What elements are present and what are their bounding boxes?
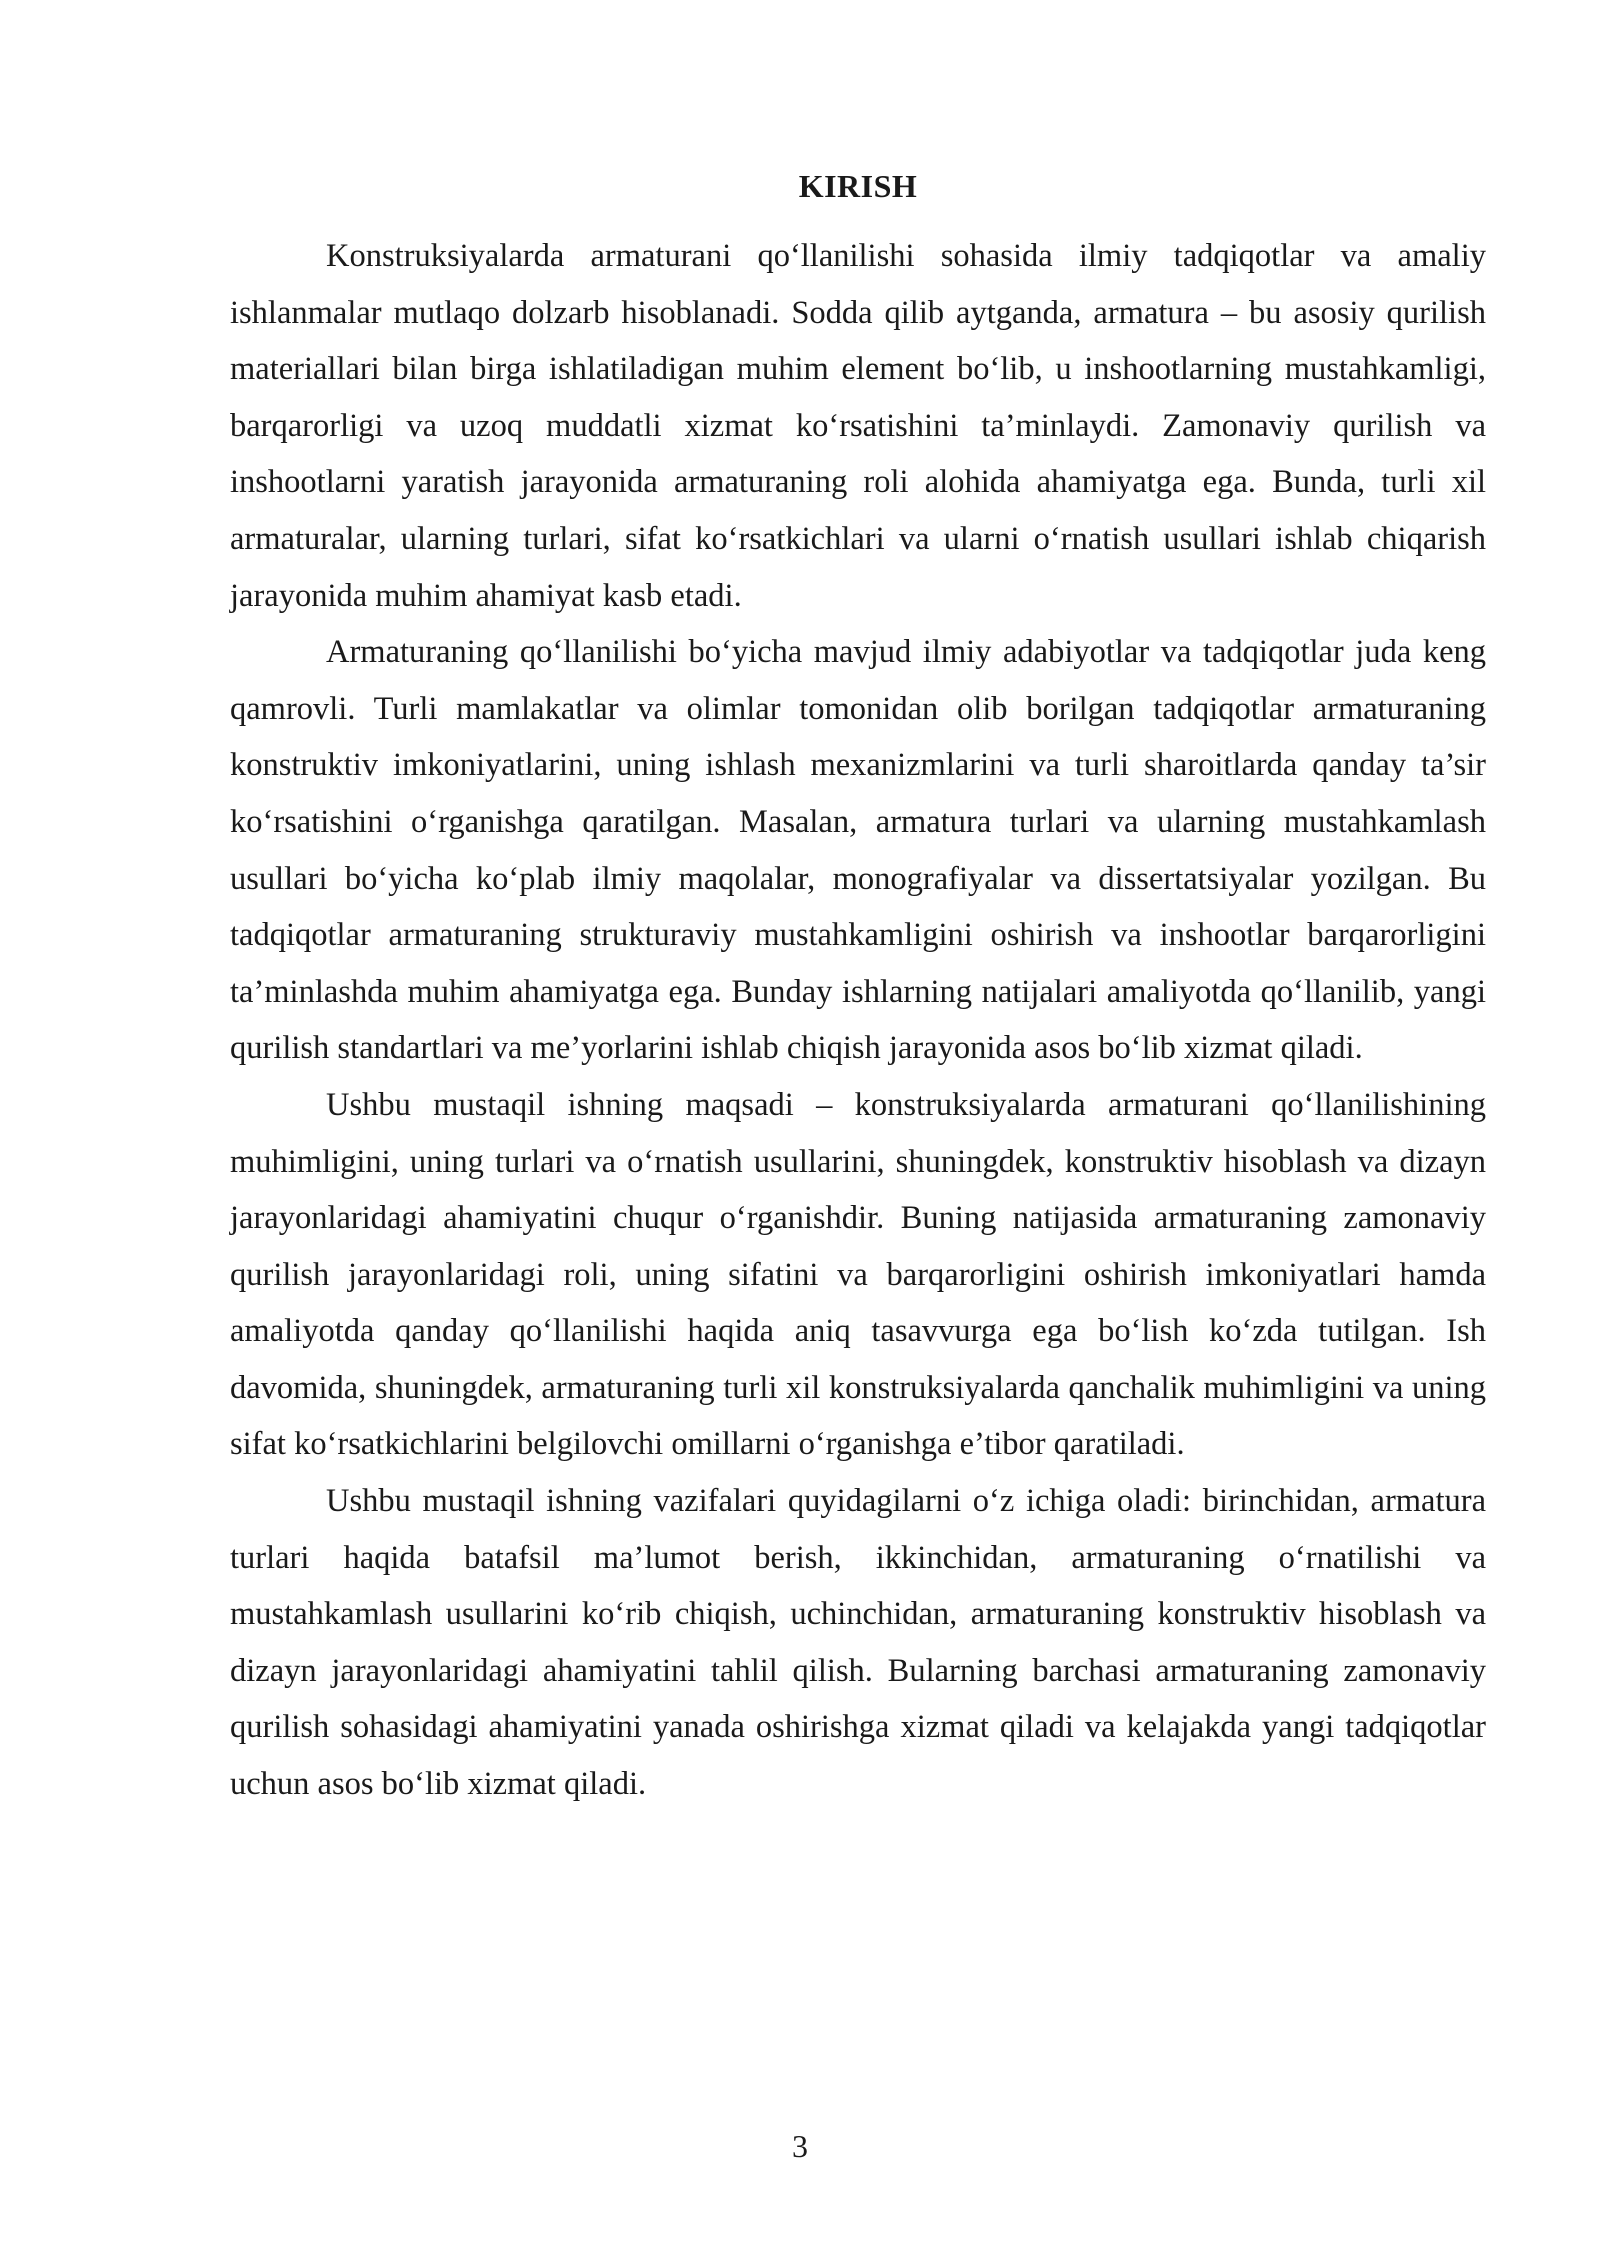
paragraph-3: Ushbu mustaqil ishning maqsadi – konstruksiyalarda armaturani qo‘llanilishining muhimligini, uning turlari va o‘rnatish usullarini, shuningdek, konstruktiv hisoblash va dizayn jarayonlaridagi ahamiyatini chuqur o‘rganishdir. Buning natijasida armaturaning zamonaviy qurilish jarayonlaridagi roli, uning sifatini va barqarorligini oshirish imkoniyatlari hamda amaliyotda qanday qo‘llanilishi haqida aniq tasavvurga ega bo‘lish ko‘zda tutilgan. Ish davomida, shuningdek, armaturaning turli xil konstruksiyalarda qanchalik muhimligini va uning sifat ko‘rsatkichlarini belgilovchi omillarni o‘rganishga e’tibor qaratiladi. — [230, 1086, 1486, 1463]
section-heading: KIRISH — [798, 168, 918, 204]
page-number: 3 — [792, 2128, 808, 2164]
paragraph-1: Konstruksiyalarda armaturani qo‘llanilishi sohasida ilmiy tadqiqotlar va amaliy ishlanmalar mutlaqo dolzarb hisoblanadi. Sodda qilib aytganda, armatura – bu asosiy qurilish materiallari bilan birga ishlatiladigan muhim element bo‘lib, u inshootlarning mustahkamligi, barqarorligi va uzoq muddatli xizmat ko‘rsatishini ta’minlaydi. Zamonaviy qurilish va inshootlarni yaratish jarayonida armaturaning roli alohida ahamiyatga ega. Bunda, turli xil armaturalar, ularning turlari, sifat ko‘rsatkichlari va ularni o‘rnatish usullari ishlab chiqarish jarayonida muhim ahamiyat kasb etadi. — [230, 238, 1486, 614]
page-content — [230, 166, 1486, 1813]
paragraph-2: Armaturaning qo‘llanilishi bo‘yicha mavjud ilmiy adabiyotlar va tadqiqotlar juda keng qamrovli. Turli mamlakatlar va olimlar tomonidan olib borilgan tadqiqotlar armaturaning konstruktiv imkoniyatlarini, uning ishlash mexanizmlarini va turli sharoitlarda qanday ta’sir ko‘rsatishini o‘rganishga qaratilgan. Masalan, armatura turlari va ularning mustahkamlash usullari bo‘yicha ko‘plab ilmiy maqolalar, monografiyalar va dissertatsiyalar yozilgan. Bu tadqiqotlar armaturaning strukturaviy mustahkamligini oshirish va inshootlar barqarorligini ta’minlashda muhim ahamiyatga ega. Bunday ishlarning natijalari amaliyotda qo‘llanilib, yangi qurilish standartlari va me’yorlarini ishlab chiqish jarayonida asos bo‘lib xizmat qiladi. — [230, 634, 1486, 1067]
paragraph-4: Ushbu mustaqil ishning vazifalari quyidagilarni o‘z ichiga oladi: birinchidan, armatura turlari haqida batafsil ma’lumot berish, ikkinchidan, armaturaning o‘rnatilishi va mustahkamlash usullarini ko‘rib chiqish, uchinchidan, armaturaning konstruktiv hisoblash va dizayn jarayonlaridagi ahamiyatini tahlil qilish. Bularning barchasi armaturaning zamonaviy qurilish sohasidagi ahamiyatini yanada oshirishga xizmat qiladi va kelajakda yangi tadqiqotlar uchun asos bo‘lib xizmat qiladi. — [230, 1483, 1486, 1803]
